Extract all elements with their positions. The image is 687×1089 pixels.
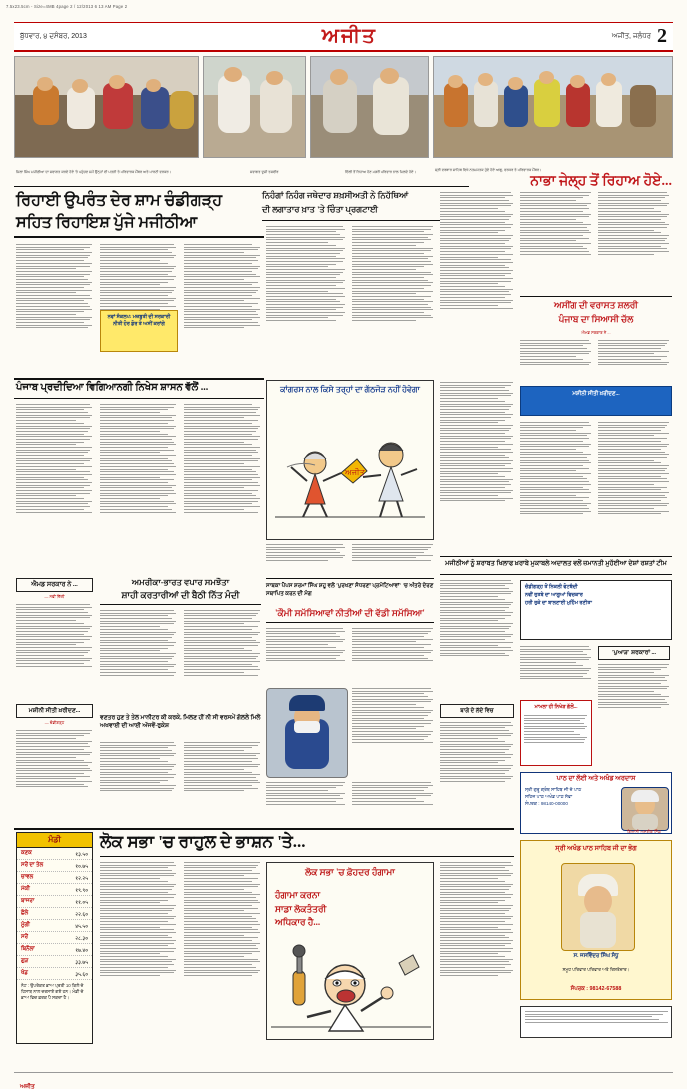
article-column-16 xyxy=(440,382,514,568)
ad-akhand-path-1[interactable] xyxy=(520,772,672,834)
masthead xyxy=(14,22,673,52)
market-row xyxy=(17,908,92,920)
market-title: ਮੰਡੀ xyxy=(17,833,92,848)
article-column-33 xyxy=(440,722,514,818)
article-column-12 xyxy=(100,404,177,572)
headline-center-quote: 'ਕੌਮੀ ਸਮੱਸਿਆਵਾਂ ਨੀਤੀਆਂ ਦੀ ਵੱਡੀ ਸਮੱਸਿਆ' xyxy=(275,608,425,618)
page-number: 2 xyxy=(657,25,667,47)
headline-right-box-1: ਅਸੀਂਗ ਦੀ ਵਰਾਸਤ ਸ਼ਲਰੀ xyxy=(553,300,639,310)
banner-blue: ਮਸ਼ੀਨੀ ਸੀਤੀ ਖ਼ਰੀਦਣ... xyxy=(520,386,672,416)
ad2-title: ਸ੍ਰੀ ਅਖੰਡ ਪਾਠ ਸਾਹਿਬ ਜੀ ਦਾ ਭੋਗ xyxy=(555,845,637,852)
market-item-name: ਖੰਡ xyxy=(21,969,28,976)
market-item-name: ਗੁੜ xyxy=(21,957,29,964)
article-column-15 xyxy=(352,544,434,574)
article-column-36 xyxy=(440,862,514,1038)
cartoon-caption-1: ਕਾਂਗਰਸ ਨਾਲ ਕਿਸੇ ਤਰ੍ਹਾਂ ਦਾ ਗੱਠਜੋੜ ਨਹੀਂ ਹੋਵੇਗਾ xyxy=(280,385,420,394)
article-column-30 xyxy=(440,580,514,700)
article-column-34 xyxy=(100,862,177,1038)
bullet-list-box xyxy=(520,580,672,640)
ad2-contact: ਸੰਪਰਕ : 98142-67588 xyxy=(570,986,622,992)
article-column-25 xyxy=(266,628,346,682)
market-item-rate: १७.४० xyxy=(75,947,88,954)
bullet-item-2: ਨਵੀਂ ਰੁਤਬੇ ਦਾ ਆਗੂਆਂ ਵਿਚਕਾਰ xyxy=(525,592,583,598)
market-item-rate: १०.७५ xyxy=(75,863,88,870)
market-rows xyxy=(17,848,92,980)
article-column-21 xyxy=(100,610,177,710)
ad-small-red-title: ਮਾਮਲਾ ਹੀ ਨਿਖੇੜ ਗੱਲੋਂ... xyxy=(534,705,578,710)
article-column-1 xyxy=(16,244,93,374)
print-metadata-bar: 7.5x23.5cm - Size=4MB 4page 2 / 12/2013 6 13 AM Page 2 xyxy=(6,4,128,9)
photo-3 xyxy=(310,56,429,158)
article-column-11 xyxy=(16,404,93,572)
article-column-20 xyxy=(16,730,93,822)
market-item-rate: ११.०५ xyxy=(75,899,88,906)
ad2-name: ਸ. ਜਸਵਿੰਦਰ ਸਿੰਘ ਸੰਧੂ xyxy=(573,953,619,959)
market-row xyxy=(17,956,92,968)
masthead-date: ਬੁੱਧਵਾਰ, ੪ ਦਸੰਬਰ, 2013 xyxy=(20,32,87,40)
market-row xyxy=(17,920,92,932)
headline-jail: ਨਾਭਾ ਜੇਲ੍ਹ ਤੋਂ ਰਿਹਾਅ ਹੋਏ... xyxy=(530,174,672,189)
cartoon-congress xyxy=(266,380,434,540)
ad1-title: ਪਾਠ ਦਾ ਲੱਈ ਅਤੇ ਅਖੰਡ ਅਰਦਾਸ xyxy=(556,775,636,782)
headline-box-right-mid: ਬਾਗੇ ਦੇ ਲੱਦੇ ਵਿਚ xyxy=(440,704,514,718)
market-item-name: ਕਣਕ xyxy=(21,849,32,856)
portrait-photo xyxy=(266,688,348,778)
article-column-7 xyxy=(520,192,592,292)
article-column-13 xyxy=(184,404,261,572)
headline-wide-strip: ਮਜੀਠੀਆਂ ਨੂੰ ਸ਼ਰਾਬਤ ਖਿਲਾਫ ਖ਼ਰਾਬੇ ਮੁਕਾਬਲੇ ਅਦਾਲਤ ਵਲੋਂ ਜ਼ਮਾਨਤੀ ਮੁਹੱਈਆ ਦੇਸ਼ਾਂ ਰਸ਼ਤਾਂ ਟੀਮ xyxy=(445,560,667,567)
headline-box-left-1: ਐਮਡ ਸਰਕਾਰ ਨੇ ... xyxy=(16,578,93,592)
market-row xyxy=(17,848,92,860)
article-column-28 xyxy=(266,782,346,822)
byline-right: ਐਮਡ ਸਰਕਾਰ ਨੇ ... xyxy=(581,330,611,335)
photo-caption-1: ਜਿਲਾ ਸਿੰਘ ਮਜੀਠੀਆ ਦਾ ਸਵਾਗਤ ਕਰਦੇ ਹੋਏ 'ਤੇ ਪਹੁੰਚਣ ਸਮੇਂ ਉਨ੍ਹਾਂ ਦੀ ਪਤਨੀ ਤੇ ਪਰਿਵਾਰਕ ਮੈਂਬਰ ਅਤੇ ਪਾਰਟੀ ਵਰਕਰ। xyxy=(16,170,172,174)
article-column-27 xyxy=(352,688,434,776)
article-column-9 xyxy=(520,340,592,380)
market-row xyxy=(17,944,92,956)
market-item-name: ਮੂੰਗੀ xyxy=(21,921,30,928)
bullet-item-3: ਹਰੀ ਰੁਕੇ ਦਾ ਬਾਲਣਾਈ ਮੁਹਿੰਮ ਰਣੀਤਾ xyxy=(525,600,592,606)
headline-box-left-2: ਮਸ਼ੀਨੀ ਸੀਤੀ ਖ਼ਰੀਦਣ... xyxy=(16,704,93,718)
ad1-portrait xyxy=(621,787,669,831)
market-item-name: ਛੋਲੇ xyxy=(21,909,29,916)
cartoon2-line-2: ਸਾਡਾ ਲੋਕਤੰਤਰੀ xyxy=(275,903,327,914)
ad1-line-3: ਸੰਪਰਕ : 98140-00000 xyxy=(525,800,568,806)
market-row xyxy=(17,932,92,944)
article-column-24 xyxy=(184,742,261,822)
market-item-rate: ४५.५० xyxy=(75,923,88,930)
ad1-name: ਗਿਆਨੀ ਅਮਰੀਕ ਸਿੰਘ xyxy=(627,829,661,834)
masthead-edition: ਅਜੀਤ, ਜਲੰਧਰ xyxy=(611,32,651,40)
market-item-rate: ३५.६० xyxy=(75,971,88,978)
article-column-26 xyxy=(352,628,434,682)
ad-small-red[interactable] xyxy=(520,700,592,766)
headline-lead-line2: ਸਹਿਤ ਰਿਹਾਇਸ਼ ਪੁੱਜੇ ਮਜੀਠੀਆ xyxy=(16,214,198,231)
article-column-29 xyxy=(352,782,434,822)
article-column-14 xyxy=(266,544,346,574)
market-item-rate: १३.५० xyxy=(75,851,88,858)
ad1-line-1: ਸ੍ਰੀ ਗੁਰੂ ਗ੍ਰੰਥ ਸਾਹਿਬ ਜੀ ਦੇ ਪਾਠ xyxy=(525,787,582,792)
article-column-35 xyxy=(184,862,261,1038)
headline-mid-sub1: ਅਮਰੀਕਾ-ਭਾਰਤ ਵਪਾਰ ਸਮਝੌਤਾ xyxy=(131,577,230,587)
footer-logo: ਅਜੀਤ xyxy=(20,1084,35,1089)
ad-akhand-path-2[interactable] xyxy=(520,840,672,1000)
market-rates-table xyxy=(16,832,93,1044)
photo-2 xyxy=(203,56,307,158)
market-row xyxy=(17,968,92,980)
article-column-4 xyxy=(266,226,346,374)
photo-4 xyxy=(433,56,673,158)
market-item-name: ਮੱਕੀ xyxy=(21,885,30,892)
cartoon-art-2 xyxy=(267,941,434,1039)
headline-right-box-2: ਪੰਜਾਬ ਦਾ ਸਿਆਸੀ ਚੱਲ xyxy=(558,314,634,324)
market-row xyxy=(17,860,92,872)
market-item-name: ਸਰੋਂ xyxy=(21,933,28,940)
ad2-footer: ਸਮੂਹ ਪਰਿਵਾਰ ਪਰਿਵਾਰ ਅਤੇ ਰਿਸ਼ਤੇਦਾਰ। xyxy=(562,967,630,972)
headline-col3-b: ਦੀ ਲਗਾਤਾਰ ਖ਼ਾਤ 'ਤੇ ਚਿੰਤਾ ਪ੍ਰਗਟਾਈ xyxy=(262,204,378,214)
article-column-5 xyxy=(352,226,434,374)
headline-lead-line1: ਰਿਹਾਈ ਉਪਰੰਤ ਦੇਰ ਸ਼ਾਮ ਚੰਡੀਗੜ੍ਹ xyxy=(16,192,223,209)
photo-caption-2: ਸਵਾਗਤ ਦੂਜੀ ਤਸਵੀਰ xyxy=(250,170,279,174)
svg-text:ਅਜੀਤ: ਅਜੀਤ xyxy=(345,468,365,477)
article-column-3 xyxy=(184,244,261,374)
article-column-31 xyxy=(520,646,592,700)
headline-strip-left: ਪੰਜਾਬ ਪ੍ਰਦੀਦਿਆ ਵਿਗਿਆਨਗੀ ਨਿਖੇਸ ਸ਼ਾਸਨ ਵੱਲੋਂ ... xyxy=(16,382,209,393)
article-column-32 xyxy=(598,664,670,736)
headline-center-quote-lead: ਸਾਬਕਾ ਪੈਪਸ ਸ਼ਰਮਾਂ ਸਿੰਘ ਸ਼ਹੂ ਵਲੋਂ 'ਪੁਰਖਣਾ ਸੰਧਰਣਾ ਪ੍ਰਮੋਟਿਆਵਾਂ' 'ਚ ਅੰਤਰੇ ਦੇਰਣ ਸਥਾਪਿਤ ਕਰਨ ਦੀ ਮੰਗ xyxy=(266,583,434,598)
ad-bottom-strip[interactable] xyxy=(520,1006,672,1038)
cartoon2-line-1: ਹੰਗਾਮਾ ਕਰਨਾ xyxy=(275,890,321,900)
ad2-portrait xyxy=(561,863,635,951)
headline-mid-sub2: ਸ਼ਾਹੀ ਕਰਤਾਰੀਆਂ ਦੀ ਬੈਠੀ ਨਿੱਤ ਮੰਦੀ xyxy=(121,590,240,600)
market-note: ਨੋਟ : ਉਪਰੋਕਤ ਭਾਅ ਪ੍ਰਤੀ 10 ਕਿਲੋ ਦੇ ਹਿਸਾਬ ਨਾਲ ਦਰਸਾਏ ਗਏ ਹਨ। ਮੰਡੀ ਦੇ ਭਾਅ ਵਿਚ ਫ਼ਰਕ ਪੈ ਸਕਦਾ ਹੈ। xyxy=(21,983,84,1000)
market-item-rate: २८.३० xyxy=(75,935,88,942)
market-item-rate: १९.९० xyxy=(75,887,88,894)
article-column-19 xyxy=(16,604,93,700)
headline-bottom-main: ਲੋਕ ਸਭਾ 'ਚ ਰਾਹੁਲ ਦੇ ਭਾਸ਼ਨ 'ਤੇ... xyxy=(100,832,306,851)
headline-mid-sub5: ਵਣਤਰ ਹੁਣ ਤੇ ਤੇਲ ਮਾਨੀਟਰ ਕੀ ਕਰਕੇ, ਮਿਲਣ ਹੀਂ ਨੀ ਸੀ ਵਰਸਮੇਂ ਗੱਲਲੇ ਮਿਲੋ ਅਖਵਾਈ ਦੀ ਆਈ ਅੱਜਵੋਂ-ਰੁਕੇਸ਼ xyxy=(100,715,261,730)
headline-box-right-quote: 'ਪੁਆੜ' ਸ਼ਰਕਾਰਾਂ ... xyxy=(598,646,670,660)
article-column-2 xyxy=(100,244,177,374)
newspaper-page: 7.5x23.5cm - Size=4MB 4page 2 / 12/2013 6 13 AM Page 2 ਬੁੱਧਵਾਰ, ੪ ਦਸੰਬਰ, 2013 ਅਜੀਤ ਅਜੀਤ, ਜਲੰਧਰ 2 ਜਿਲਾ ਸਿੰਘ ਮਜੀਠੀਆ ਦਾ ਸਵਾਗਤ ਕਰਦੇ ਹੋਏ 'ਤੇ ਪਹੁੰਚਣ ਸਮੇਂ ਉਨ੍ਹਾਂ ਦੀ ਪਤਨੀ ਤੇ ਪਰਿਵਾਰਕ ਮੈਂਬਰ ਅਤੇ ਪਾਰਟੀ ਵਰਕਰ। ਸਵਾਗਤ ਦੂਜੀ ਤਸਵੀਰ ਦਿੱਲੀ ਤੋਂ ਰਿਹਾਅ ਹੋਣ ਮਗਰੋਂ ਪਰਿਵਾਰ ਨਾਲ ਮਿਲਦੇ ਹੋਏ। ਸ੍ਰੀ ਦਰਬਾਰ ਸਾਹਿਬ ਵਿਖੇ ਨਤਮਸਤਕ ਹੁੰਦੇ ਹੋਏ ਆਗੂ, ਵਰਕਰ ਤੇ ਪਰਿਵਾਰਕ ਮੈਂਬਰ। ਨਾਭਾ ਜੇਲ੍ਹ ਤੋਂ ਰਿਹਾਅ ਹੋਏ... ਰਿਹਾਈ ਉਪਰੰਤ ਦੇਰ ਸ਼ਾਮ ਚੰਡੀਗੜ੍ਹ ਸਹਿਤ ਰਿਹਾਇਸ਼ ਪੁੱਜੇ ਮਜੀਠੀਆ ਨਿਹੰਗਾਂ ਨਿਹੰਗ ਜਥੇਦਾਰ ਸ਼ਖ਼ਸੀਅਤੀ ਨੇ ਨਿਹੱਥਿਆਂ ਦੀ ਲਗਾਤਾਰ ਖ਼ਾਤ 'ਤੇ ਚਿੰਤਾ ਪ੍ਰਗਟਾਈ ਨਵਾਂ ਸੰਕਲਪ: ਮਜ਼ਬੂਤੀ ਦੀ ਸਰਕਾਰੀ ਨੀਤੀ ਹੋਰ ਡੋਰ ਤੇ ਅਸੀਂ ਕਰਾਂਗੇ ਅਸੀਂਗ ਦੀ ਵਰਾਸਤ ਸ਼ਲਰੀ ਪੰਜਾਬ ਦਾ ਸਿਆਸੀ ਚੱਲ ਐਮਡ ਸਰਕਾਰ ਨੇ ... ਪੰਜਾਬ ਪ੍ਰਦੀਦਿਆ ਵਿਗਿਆਨਗੀ ਨਿਖੇਸ ਸ਼ਾਸਨ ਵੱਲੋਂ ... ਕਾਂਗਰਸ ਨਾਲ ਕਿਸੇ ਤਰ੍ਹਾਂ ਦਾ ਗੱਠਜੋੜ ਨਹੀਂ ਹੋਵੇਗਾ ਅਜੀਤ ਮਸ਼ੀਨੀ ਸੀਤੀ ਖ਼ਰੀਦਣ... ਮਜੀਠੀਆਂ ਨੂੰ ਸ਼ਰਾਬਤ ਖਿਲਾਫ ਖ਼ਰਾਬੇ ਮੁਕਾਬਲੇ ਅਦਾਲਤ ਵਲੋਂ ਜ਼ਮਾਨਤੀ ਮੁਹੱਈਆ ਦੇਸ਼ਾਂ ਰਸ਼ਤਾਂ ਟੀਮ ਐਮਡ ਸਰਕਾਰ ਨੇ ... — ਨਵੀਂ ਦਿੱਲੀ ਮਸ਼ੀਨੀ ਸੀਤੀ ਖ਼ਰੀਦਣ... — ਚੰਡੀਗੜ੍ਹ ਅਮਰੀਕਾ-ਭਾਰਤ ਵਪਾਰ ਸਮਝੌਤਾ ਸ਼ਾਹੀ ਕਰਤਾਰੀਆਂ ਦੀ ਬੈਠੀ ਨਿੱਤ ਮੰਦੀ ਵਣਤਰ ਹੁਣ ਤੇ ਤੇਲ ਮਾਨੀਟਰ ਕੀ ਕਰਕੇ, ਮਿਲਣ ਹੀਂ ਨੀ ਸੀ ਵਰਸਮੇਂ ਗੱਲਲੇ ਮਿਲੋ ਅਖਵਾਈ ਦੀ ਆਈ ਅੱਜਵੋਂ-ਰੁਕੇਸ਼ ਸਾਬਕਾ ਪੈਪਸ ਸ਼ਰਮਾਂ ਸਿੰਘ ਸ਼ਹੂ ਵਲੋਂ 'ਪੁਰਖਣਾ ਸੰਧਰਣਾ ਪ੍ਰਮੋਟਿਆਵਾਂ' 'ਚ ਅੰਤਰੇ ਦੇਰਣ ਸਥਾਪਿਤ ਕਰਨ ਦੀ ਮੰਗ 'ਕੌਮੀ ਸਮੱਸਿਆਵਾਂ ਨੀਤੀਆਂ ਦੀ ਵੱਡੀ ਸਮੱਸਿਆ' ਚੰਡੀਗੜ੍ਹ ਤੋਂ ਨਿਕਲੀ ਵੋਟਬੰਦੀ ਨਵੀਂ ਰੁਤਬੇ ਦਾ ਆਗੂਆਂ ਵਿਚਕਾਰ ਹਰੀ ਰੁਕੇ ਦਾ ਬਾਲਣਾਈ ਮੁਹਿੰਮ ਰਣੀਤਾ 'ਪੁਆੜ' ਸ਼ਰਕਾਰਾਂ ... ਬਾਗੇ ਦੇ ਲੱਦੇ ਵਿਚ ਮਾਮਲਾ ਹੀ ਨਿਖੇੜ ਗੱਲੋਂ... ਪਾਠ ਦਾ ਲੱਈ ਅਤੇ ਅਖੰਡ ਅਰਦਾਸ ਸ੍ਰੀ ਗੁਰੂ ਗ੍ਰੰਥ ਸਾਹਿਬ ਜੀ ਦੇ ਪਾਠ ਸਹਿਜ ਪਾਠ ਅਖੰਡ ਪਾਠ ਸੇਵਾ ਸੰਪਰਕ : 98140-00000 ਗਿਆਨੀ ਅਮਰੀਕ ਸਿੰਘ ਸ੍ਰੀ ਅਖੰਡ ਪਾਠ ਸਾਹਿਬ ਜੀ ਦਾ ਭੋਗ ਸ. ਜਸਵਿੰਦਰ ਸਿੰਘ ਸੰਧੂ ਸਮੂਹ ਪਰਿਵਾਰ ਪਰਿਵਾਰ ਅਤੇ ਰਿਸ਼ਤੇਦਾਰ। ਸੰਪਰਕ : 98142-67588 ਲੋਕ ਸਭਾ 'ਚ ਰਾਹੁਲ ਦੇ ਭਾਸ਼ਨ 'ਤੇ... ਮੰਡੀ ਕਣਕ १३.५० ਸਰੋਂ ਦਾ ਤੇਲ १०.७५ ਚਾਵਲ १२.२५ ਮੱਕੀ १९.९० ਬਾਜਰਾ ११.०५ ਛੋਲੇ २२.६० ਮੂੰਗੀ ४५.५० ਸਰੋਂ २८.३० ਬਿਨੌਲਾ १७.४० ਗੁੜ ३३.७५ ਖੰਡ ३५.६० ਨੋਟ : ਉਪਰੋਕਤ ਭਾਅ ਪ੍ਰਤੀ 10 ਕਿਲੋ ਦੇ ਹਿਸਾਬ ਨਾਲ ਦਰਸਾਏ ਗਏ ਹਨ। ਮੰਡੀ ਦੇ ਭਾਅ ਵਿਚ ਫ਼ਰਕ ਪੈ ਸਕਦਾ ਹੈ। ਲੋਕ ਸਭਾ 'ਚ ਫ਼ੋਹਦਰ ਹੰਗਾਮਾ ਹੰਗਾਮਾ ਕਰਨਾ ਸਾਡਾ ਲੋਕਤੰਤਰੀ ਅਧਿਕਾਰ ਹੈ... ਅਜੀਤ xyxy=(0,0,687,1089)
photo-caption-4: ਸ੍ਰੀ ਦਰਬਾਰ ਸਾਹਿਬ ਵਿਖੇ ਨਤਮਸਤਕ ਹੁੰਦੇ ਹੋਏ ਆਗੂ, ਵਰਕਰ ਤੇ ਪਰਿਵਾਰਕ ਮੈਂਬਰ। xyxy=(435,168,542,172)
headline-col3-a: ਨਿਹੰਗਾਂ ਨਿਹੰਗ ਜਥੇਦਾਰ ਸ਼ਖ਼ਸੀਅਤੀ ਨੇ ਨਿਹੱਥਿਆਂ xyxy=(262,190,409,200)
market-item-name: ਬਿਨੌਲਾ xyxy=(21,945,35,952)
cartoon2-line-3: ਅਧਿਕਾਰ ਹੈ... xyxy=(275,917,321,927)
market-row xyxy=(17,896,92,908)
masthead-logo: ਅਜੀਤ xyxy=(321,25,377,47)
article-column-6 xyxy=(440,192,514,372)
photo-strip xyxy=(14,56,673,164)
market-item-name: ਸਰੋਂ ਦਾ ਤੇਲ xyxy=(21,861,44,868)
article-column-23 xyxy=(100,742,177,822)
bullet-item-1: ਚੰਡੀਗੜ੍ਹ ਤੋਂ ਨਿਕਲੀ ਵੋਟਬੰਦੀ xyxy=(525,584,578,590)
cartoon-caption-2: ਲੋਕ ਸਭਾ 'ਚ ਫ਼ੋਹਦਰ ਹੰਗਾਮਾ xyxy=(305,867,395,877)
article-column-22 xyxy=(184,610,261,710)
article-column-10 xyxy=(598,340,670,380)
market-item-name: ਬਾਜਰਾ xyxy=(21,897,35,904)
market-item-rate: ३३.७५ xyxy=(75,959,88,966)
market-item-rate: १२.२५ xyxy=(75,875,88,882)
market-row xyxy=(17,872,92,884)
article-column-8 xyxy=(598,192,670,292)
cartoon-loksabha xyxy=(266,862,434,1040)
highlight-box-yellow: ਨਵਾਂ ਸੰਕਲਪ: ਮਜ਼ਬੂਤੀ ਦੀ ਸਰਕਾਰੀ ਨੀਤੀ ਹੋਰ ਡੋਰ ਤੇ ਅਸੀਂ ਕਰਾਂਗੇ xyxy=(100,310,178,352)
cartoon-art-1 xyxy=(267,421,434,539)
market-row xyxy=(17,884,92,896)
article-column-18 xyxy=(598,422,670,568)
photo-1 xyxy=(14,56,199,158)
market-item-name: ਚਾਵਲ xyxy=(21,873,34,880)
market-item-rate: २२.६० xyxy=(75,911,88,918)
photo-caption-3: ਦਿੱਲੀ ਤੋਂ ਰਿਹਾਅ ਹੋਣ ਮਗਰੋਂ ਪਰਿਵਾਰ ਨਾਲ ਮਿਲਦੇ ਹੋਏ। xyxy=(345,170,416,174)
article-column-17 xyxy=(520,422,592,568)
ad1-line-2: ਸਹਿਜ ਪਾਠ ਅਖੰਡ ਪਾਠ ਸੇਵਾ xyxy=(525,793,573,799)
